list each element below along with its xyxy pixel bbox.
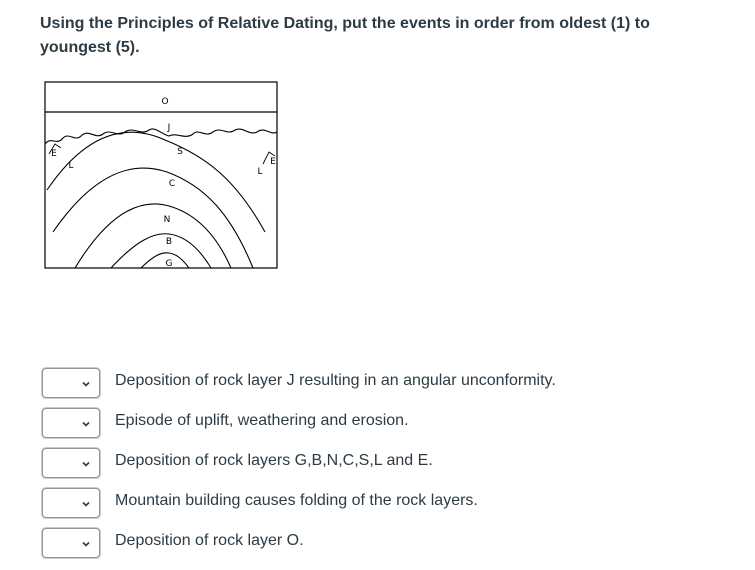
rock-layers-diagram bbox=[45, 82, 279, 272]
fold-line-1 bbox=[47, 132, 265, 232]
label-b: B bbox=[165, 237, 173, 247]
order-select-1[interactable] bbox=[42, 368, 100, 398]
label-c: C bbox=[168, 179, 176, 189]
label-g: G bbox=[165, 259, 173, 269]
event-label: Mountain building causes folding of the rock layers. bbox=[115, 492, 478, 509]
chevron-down-icon bbox=[82, 420, 90, 428]
fold-line-4 bbox=[111, 234, 211, 268]
event-label: Deposition of rock layer J resulting in an angular unconformity. bbox=[115, 372, 556, 389]
label-e-left: E bbox=[51, 149, 57, 159]
order-select-2[interactable] bbox=[42, 408, 100, 438]
label-l-left: L bbox=[68, 161, 74, 171]
label-s: S bbox=[177, 147, 183, 157]
chevron-down-icon bbox=[82, 460, 90, 468]
diagram-frame bbox=[45, 82, 277, 268]
question-text: Using the Principles of Relative Dating, put the events in order from oldest (1) to youngest (5). bbox=[40, 15, 650, 56]
event-label: Episode of uplift, weathering and erosion. bbox=[115, 412, 409, 429]
chevron-down-icon bbox=[82, 540, 90, 548]
order-select-4[interactable] bbox=[42, 488, 100, 518]
cross-section-svg bbox=[45, 82, 279, 272]
label-l-right: L bbox=[257, 167, 263, 177]
order-select-3[interactable] bbox=[42, 448, 100, 478]
order-select-5[interactable] bbox=[42, 528, 100, 558]
label-j: J bbox=[167, 123, 171, 133]
event-label: Deposition of rock layer O. bbox=[115, 532, 304, 549]
chevron-down-icon bbox=[82, 500, 90, 508]
unconformity-surface bbox=[45, 129, 277, 144]
label-n: N bbox=[163, 215, 171, 225]
label-e-right: E bbox=[270, 157, 276, 167]
label-o: O bbox=[161, 97, 169, 107]
chevron-down-icon bbox=[82, 380, 90, 388]
event-label: Deposition of rock layers G,B,N,C,S,L and E. bbox=[115, 452, 433, 469]
